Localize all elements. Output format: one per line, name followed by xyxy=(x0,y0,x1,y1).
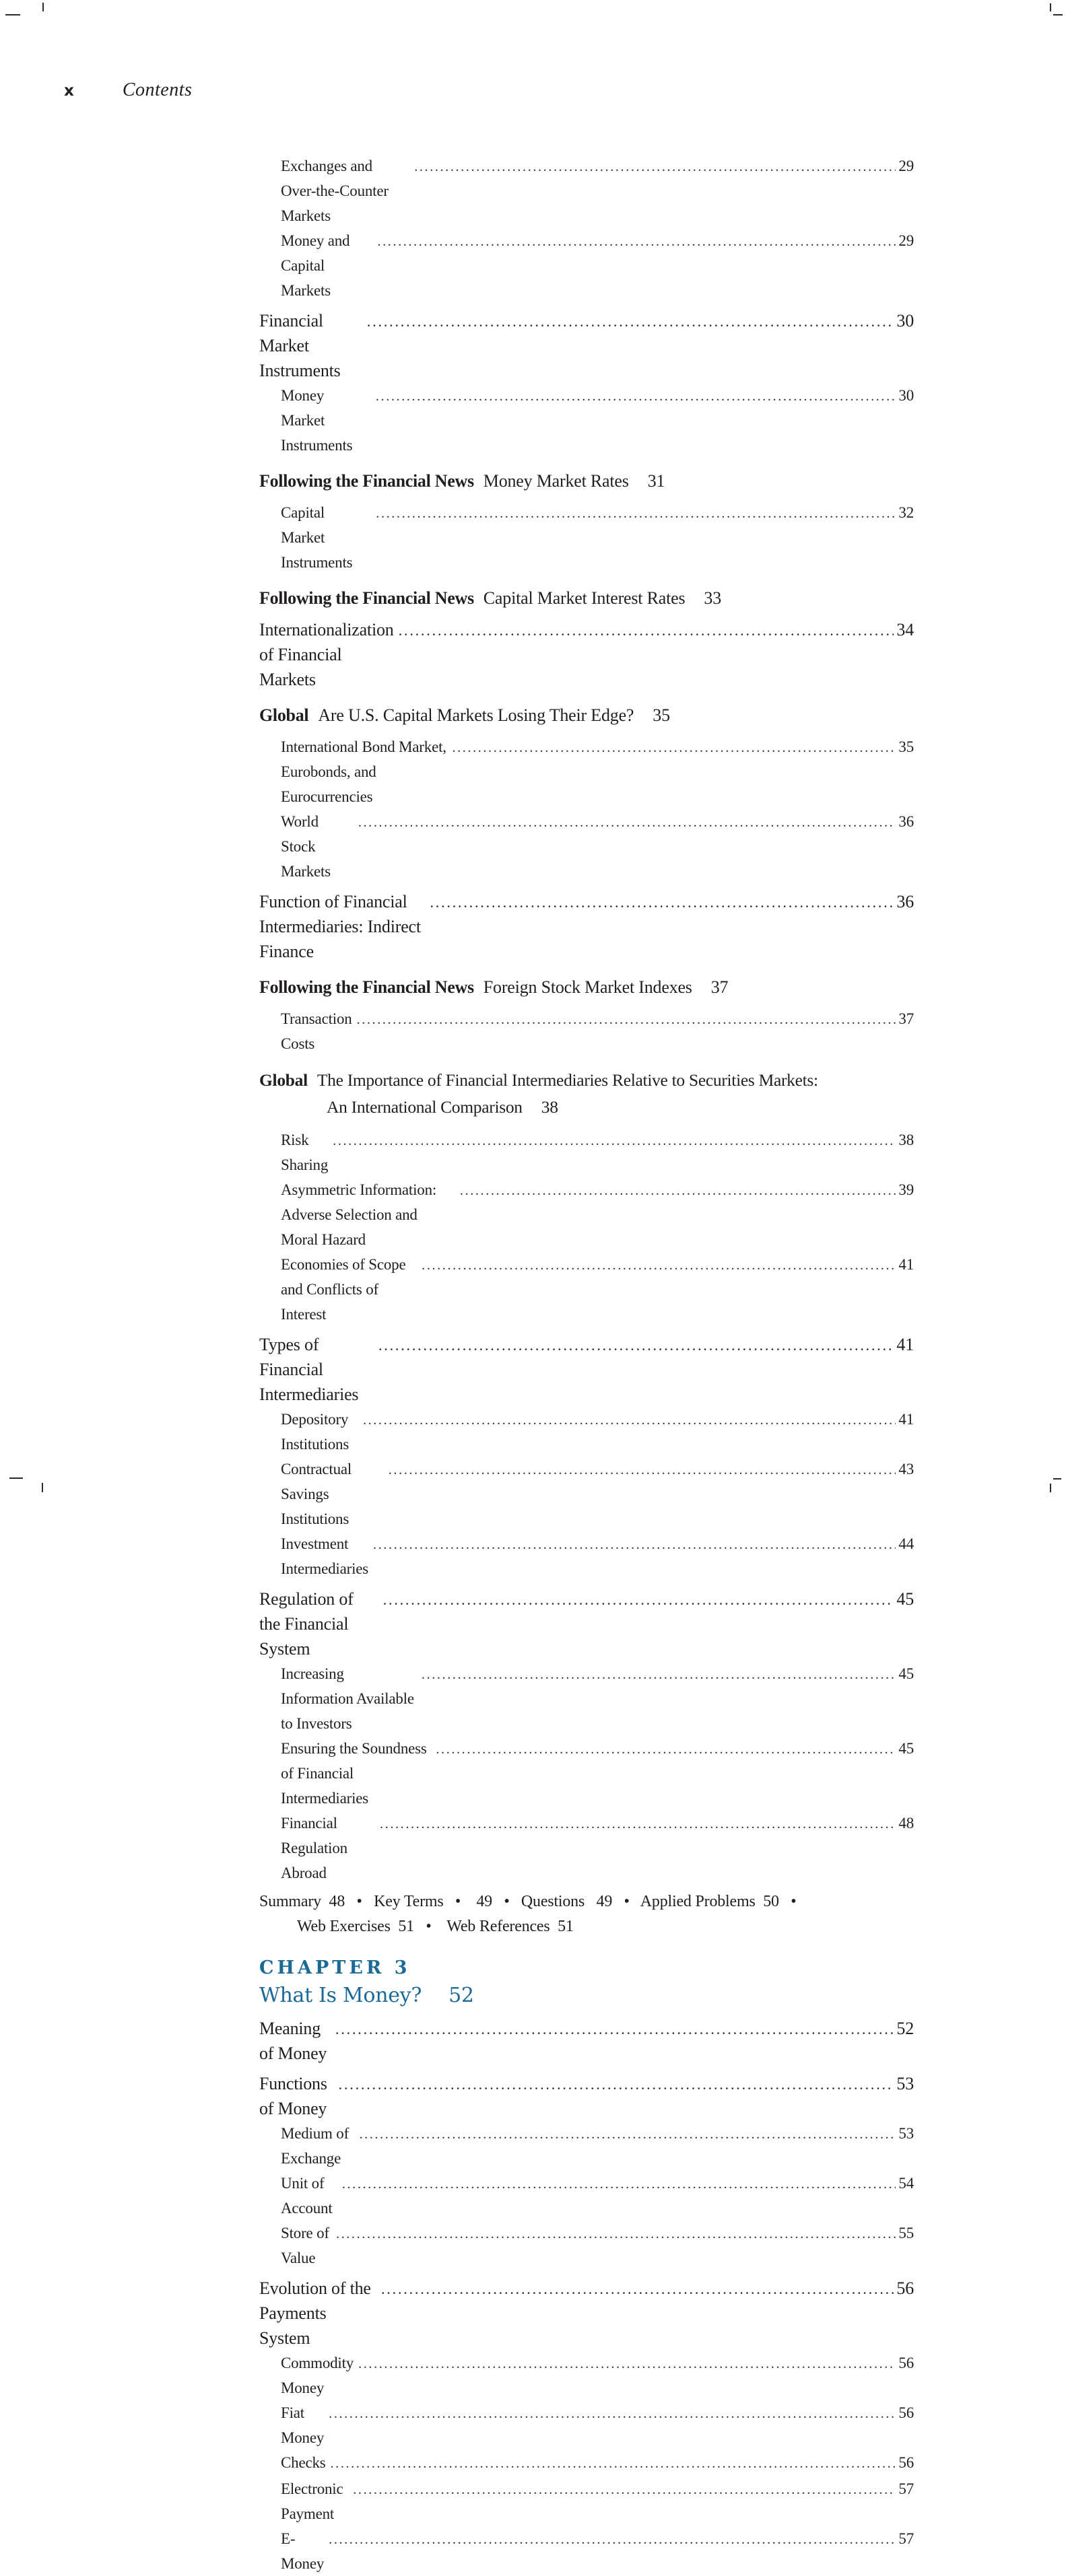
toc-entry xyxy=(259,1252,914,1327)
toc-entry xyxy=(259,500,914,575)
toc-entry-label: Unit of Account xyxy=(281,2175,333,2217)
toc-entry xyxy=(259,1407,914,1457)
toc-entry xyxy=(259,1736,914,1811)
toc-entry-label: Fiat Money xyxy=(281,2404,325,2446)
toc-entry-label: Exchanges and Over-the-Counter Markets xyxy=(281,158,389,224)
toc-entry-label: Depository Institutions xyxy=(281,1411,349,1453)
chapter-number: CHAPTER 3 xyxy=(259,1957,411,1978)
toc-entry xyxy=(259,2276,914,2351)
toc-entry xyxy=(259,1177,914,1252)
feature-label: Global xyxy=(259,705,309,725)
dot-leader xyxy=(342,2171,896,2197)
dot-leader xyxy=(422,1661,896,1687)
toc-entry xyxy=(259,2476,914,2526)
toc-entry-label: Contractual Savings Institutions xyxy=(281,1461,352,1527)
dot-leader xyxy=(383,1587,894,1612)
toc-entry xyxy=(259,2171,914,2221)
toc-entry-page: 56 xyxy=(898,2454,914,2471)
toc-entry-label: Internationalization of Financial Markets xyxy=(259,620,394,689)
toc-entry xyxy=(259,617,914,692)
toc-entry-label: Checks xyxy=(281,2454,326,2471)
toc-entry-page: 41 xyxy=(898,1411,914,1428)
toc-entry-page: 56 xyxy=(896,2278,914,2298)
chapter-title-text: What Is Money? xyxy=(259,1984,422,2007)
dot-leader xyxy=(373,1531,896,1558)
toc-entry-page: 37 xyxy=(898,1010,914,1027)
feature-title-continued: An International Comparison xyxy=(327,1097,523,1117)
page-number-folio: x xyxy=(64,82,74,100)
toc-entry-label: Ensuring the Soundness of Financial Intermediaries xyxy=(281,1740,427,1807)
dot-leader xyxy=(414,153,896,180)
toc-entry-page: 52 xyxy=(896,2019,914,2038)
dot-leader xyxy=(399,617,894,643)
toc-entry-page: 48 xyxy=(898,1815,914,1832)
toc-entry xyxy=(259,1811,914,1885)
toc-entry-label: Increasing Information Available to Investors xyxy=(281,1665,414,1732)
chapter-end-matter xyxy=(259,1889,914,1939)
feature-page: 31 xyxy=(647,471,665,491)
dot-leader xyxy=(367,308,894,334)
feature-page: 33 xyxy=(704,588,721,608)
toc-entry-page: 53 xyxy=(896,2074,914,2093)
toc-list xyxy=(259,153,914,2576)
toc-entry-page: 30 xyxy=(898,387,914,404)
dot-leader xyxy=(378,1332,894,1358)
toc-entry-label: Risk Sharing xyxy=(281,1132,329,1173)
dot-leader xyxy=(331,2450,896,2476)
toc-entry-label: Regulation of the Financial System xyxy=(259,1589,354,1659)
toc-entry xyxy=(259,734,914,809)
toc-entry-label: Money and Capital Markets xyxy=(281,232,350,299)
chapter-heading xyxy=(259,1955,914,2011)
toc-entry xyxy=(259,383,914,458)
feature-entry xyxy=(259,468,914,493)
toc-entry xyxy=(259,2221,914,2270)
feature-title: Foreign Stock Market Indexes xyxy=(483,977,692,997)
dot-leader xyxy=(376,500,896,526)
toc-entry-page: 35 xyxy=(898,738,914,755)
dot-leader xyxy=(376,383,896,409)
dot-leader xyxy=(336,2221,896,2247)
crop-mark-top-left-horizontal xyxy=(5,14,20,15)
toc-entry-page: 55 xyxy=(898,2225,914,2241)
feature-entry xyxy=(259,975,914,1000)
feature-title: Money Market Rates xyxy=(483,471,629,491)
toc-entry xyxy=(259,2071,914,2121)
toc-entry xyxy=(259,1332,914,1407)
toc-entry-page: 45 xyxy=(898,1740,914,1757)
crop-mark-bottom-left-horizontal xyxy=(9,1477,23,1479)
feature-line-2 xyxy=(259,1094,914,1121)
toc-entry xyxy=(259,1661,914,1736)
feature-page: 38 xyxy=(541,1097,558,1117)
toc-entry xyxy=(259,1587,914,1661)
toc-entry-page: 41 xyxy=(898,1256,914,1273)
toc-entry-label: Commodity Money xyxy=(281,2355,354,2396)
feature-entry xyxy=(259,1067,914,1121)
dot-leader xyxy=(333,1127,896,1154)
toc-entry-page: 36 xyxy=(896,892,914,911)
feature-title: The Importance of Financial Intermediaries Relative to Securities Markets: xyxy=(317,1070,818,1090)
dot-leader xyxy=(381,2276,894,2301)
toc-entry xyxy=(259,2526,914,2576)
toc-entry-page: 41 xyxy=(896,1335,914,1354)
toc-entry-label: Medium of Exchange xyxy=(281,2125,349,2167)
crop-mark-bottom-left-vertical xyxy=(42,1483,43,1492)
feature-label: Following the Financial News xyxy=(259,977,474,997)
toc-entry-page: 56 xyxy=(898,2404,914,2421)
toc-entry-label: Store of Value xyxy=(281,2225,329,2266)
toc-entry xyxy=(259,809,914,884)
toc-entry xyxy=(259,2351,914,2400)
toc-entry-page: 44 xyxy=(898,1535,914,1552)
dot-leader xyxy=(358,2351,896,2377)
feature-line-1 xyxy=(259,1067,914,1094)
toc-entry-page: 34 xyxy=(896,620,914,639)
toc-entry-label: Asymmetric Information: Adverse Selection and Moral Hazard xyxy=(281,1181,437,1248)
dot-leader xyxy=(452,734,896,761)
toc-entry xyxy=(259,2450,914,2476)
crop-mark-top-right-horizontal xyxy=(1053,14,1063,15)
dot-leader xyxy=(380,1811,896,1837)
toc-entry-page: 56 xyxy=(898,2355,914,2371)
toc-entry xyxy=(259,1127,914,1177)
toc-entry xyxy=(259,153,914,228)
toc-entry xyxy=(259,2016,914,2066)
feature-label: Following the Financial News xyxy=(259,471,474,491)
dot-leader xyxy=(460,1177,896,1204)
toc-entry-page: 54 xyxy=(898,2175,914,2192)
dot-leader xyxy=(353,2476,896,2503)
chapter-page: 52 xyxy=(448,1984,474,2007)
page-title: Contents xyxy=(122,79,193,100)
toc-entry xyxy=(259,2121,914,2171)
toc-entry-label: Functions of Money xyxy=(259,2074,327,2118)
crop-mark-top-left-vertical xyxy=(42,3,44,11)
toc-entry-page: 57 xyxy=(898,2480,914,2497)
feature-label: Following the Financial News xyxy=(259,588,474,608)
dot-leader xyxy=(329,2400,896,2427)
dot-leader xyxy=(422,1252,896,1278)
toc-entry xyxy=(259,228,914,303)
toc-entry-label: Function of Financial Intermediaries: Indirect Finance xyxy=(259,892,421,961)
toc-entry-page: 38 xyxy=(898,1132,914,1148)
toc-entry-label: Electronic Payment xyxy=(281,2480,343,2522)
running-head xyxy=(64,79,926,101)
toc-entry-page: 36 xyxy=(898,813,914,830)
feature-label: Global xyxy=(259,1070,308,1090)
toc-entry-page: 53 xyxy=(898,2125,914,2142)
toc-entry-label: Financial Market Instruments xyxy=(259,311,341,380)
dot-leader xyxy=(389,1457,896,1483)
toc-entry xyxy=(259,2400,914,2450)
dot-leader xyxy=(363,1407,896,1433)
toc-entry-page: 32 xyxy=(898,504,914,521)
toc-entry-page: 45 xyxy=(896,1589,914,1609)
toc-entry-label: E-Money xyxy=(281,2530,325,2572)
dot-leader xyxy=(430,889,894,915)
toc-entry-label: Financial Regulation Abroad xyxy=(281,1815,347,1881)
feature-entry xyxy=(259,703,914,728)
toc-entry-page: 43 xyxy=(898,1461,914,1477)
toc-entry-page: 57 xyxy=(898,2530,914,2547)
toc-entry xyxy=(259,308,914,383)
toc-entry-label: Money Market Instruments xyxy=(281,387,353,454)
crop-mark-top-right-vertical xyxy=(1050,3,1051,11)
dot-leader xyxy=(377,228,896,254)
toc-entry-label: World Stock Markets xyxy=(281,813,331,880)
toc-entry xyxy=(259,1006,914,1056)
feature-title: Capital Market Interest Rates xyxy=(483,588,686,608)
dot-leader xyxy=(359,2121,896,2147)
dot-leader xyxy=(339,2071,894,2097)
toc-entry-label: Evolution of the Payments System xyxy=(259,2278,371,2348)
toc-entry-page: 29 xyxy=(898,232,914,249)
toc-entry xyxy=(259,889,914,964)
end-matter-line-1: Summary 48 • Key Terms • 49 • Questions 49 • Applied Problems 50 • xyxy=(259,1893,797,1910)
feature-page: 37 xyxy=(710,977,729,997)
toc-entry-page: 45 xyxy=(898,1665,914,1682)
toc-entry-label: Capital Market Instruments xyxy=(281,504,353,571)
chapter-title xyxy=(259,1981,914,2011)
crop-mark-bottom-right-vertical xyxy=(1050,1484,1051,1492)
dot-leader xyxy=(436,1736,896,1762)
dot-leader xyxy=(357,1006,896,1033)
toc-entry-label: Transaction Costs xyxy=(281,1010,352,1052)
dot-leader xyxy=(358,809,896,835)
dot-leader xyxy=(329,2526,896,2552)
feature-page: 35 xyxy=(653,705,670,725)
end-matter-line-2: Web Exercises 51 • Web References 51 xyxy=(297,1918,574,1935)
toc-entry-page: 39 xyxy=(898,1181,914,1198)
toc-entry-label: Investment Intermediaries xyxy=(281,1535,369,1577)
feature-entry xyxy=(259,586,914,611)
toc-entry-label: Types of Financial Intermediaries xyxy=(259,1335,359,1404)
toc-entry-label: International Bond Market, Eurobonds, and Eurocurrencies xyxy=(281,738,446,805)
toc-entry-label: Economies of Scope and Conflicts of Interest xyxy=(281,1256,406,1323)
dot-leader xyxy=(335,2016,894,2042)
toc-entry-page: 29 xyxy=(898,158,914,174)
feature-title: Are U.S. Capital Markets Losing Their Edge? xyxy=(318,705,634,725)
toc-entry-label: Meaning of Money xyxy=(259,2019,327,2063)
toc-entry xyxy=(259,1531,914,1581)
crop-mark-bottom-right-horizontal xyxy=(1053,1478,1061,1480)
toc-entry-page: 30 xyxy=(896,311,914,330)
